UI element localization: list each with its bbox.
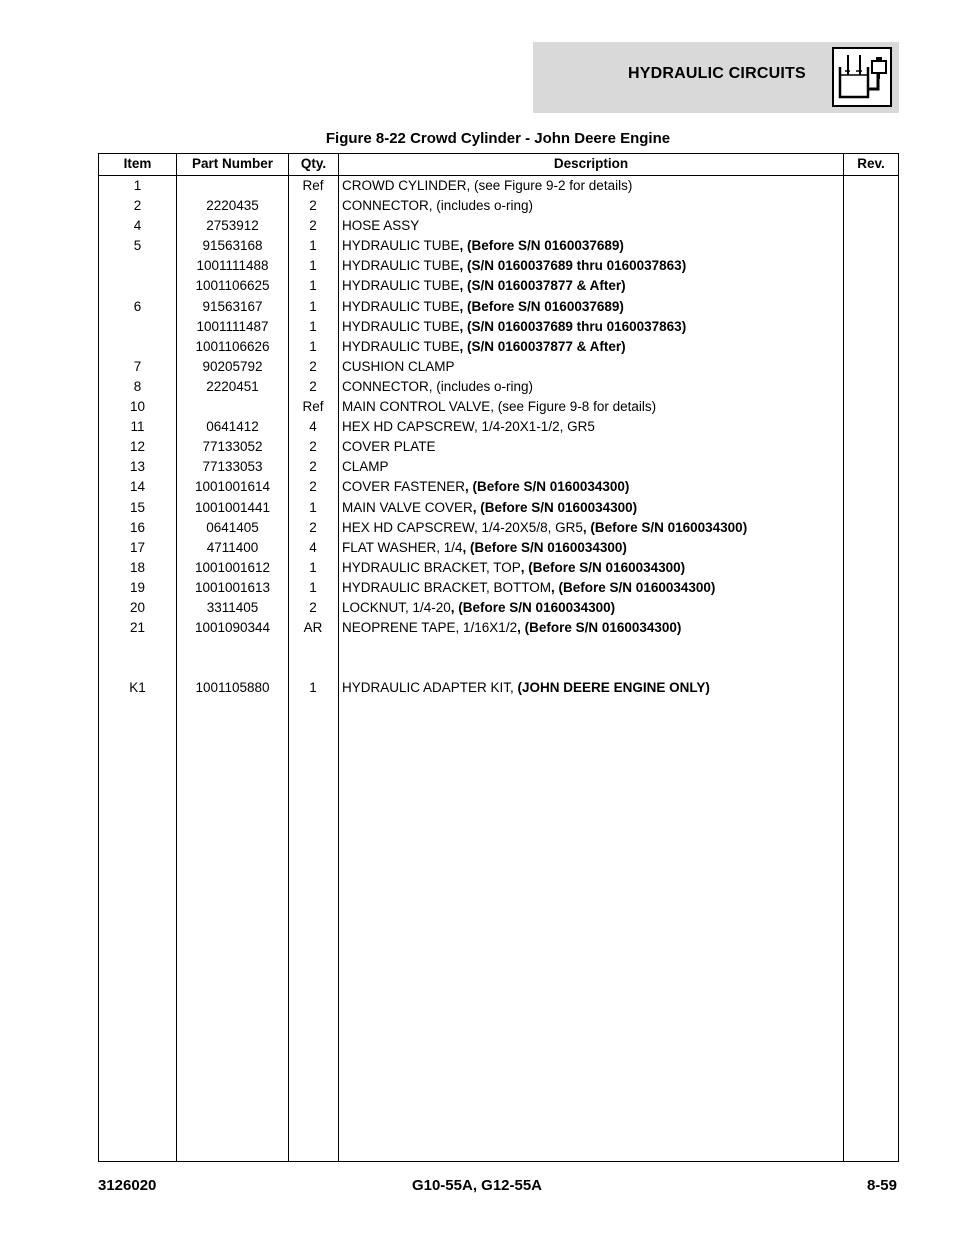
item-number: 15 xyxy=(129,499,146,515)
item-number: 14 xyxy=(129,479,146,495)
column-header-description: Description xyxy=(553,156,629,171)
description xyxy=(342,176,842,196)
description-serial-note: , (Before S/N 0160034300) xyxy=(551,579,716,595)
quantity: 1 xyxy=(309,499,317,515)
description-text: CLAMP xyxy=(342,459,389,475)
description-serial-note: (JOHN DEERE ENGINE ONLY) xyxy=(517,680,710,696)
quantity: 1 xyxy=(309,680,317,696)
description-serial-note: , (Before S/N 0160034300) xyxy=(465,479,630,495)
table-row xyxy=(99,337,898,357)
table-row xyxy=(99,297,898,317)
quantity: 2 xyxy=(309,439,317,455)
table-row xyxy=(99,176,898,196)
description-serial-note: , (Before S/N 0160034300) xyxy=(462,539,627,555)
quantity: 1 xyxy=(309,318,317,334)
part-number: 77133052 xyxy=(202,439,263,455)
row-spacer xyxy=(99,638,898,678)
part-number: 90205792 xyxy=(202,358,263,374)
description-serial-note: , (Before S/N 0160037689) xyxy=(459,298,624,314)
description-text: MAIN VALVE COVER xyxy=(342,499,473,515)
part-number: 1001105880 xyxy=(195,680,270,696)
quantity: 2 xyxy=(309,358,317,374)
item-number: 20 xyxy=(129,599,146,615)
table-row xyxy=(99,678,898,698)
description-text: HYDRAULIC TUBE xyxy=(342,278,460,294)
table-row xyxy=(99,518,898,538)
item-number: 18 xyxy=(129,559,146,575)
description-text: HYDRAULIC TUBE xyxy=(342,238,460,254)
quantity: 2 xyxy=(309,378,317,394)
description-text: COVER PLATE xyxy=(342,439,436,455)
description-serial-note: , (S/N 0160037877 & After) xyxy=(459,338,626,354)
description-text: HOSE ASSY xyxy=(342,218,420,234)
description-serial-note: , (Before S/N 0160034300) xyxy=(517,620,682,636)
column-header-qty: Qty. xyxy=(300,156,327,171)
part-number: 1001090344 xyxy=(194,620,271,636)
description xyxy=(342,678,842,698)
item-number: 13 xyxy=(129,459,146,475)
description xyxy=(342,196,842,216)
description-text: HYDRAULIC ADAPTER KIT, xyxy=(342,680,518,696)
table-row xyxy=(99,357,898,377)
quantity: 2 xyxy=(309,599,317,615)
table-row xyxy=(99,377,898,397)
figure-title: Figure 8-22 Crowd Cylinder - John Deere Engine xyxy=(325,130,671,147)
description xyxy=(342,498,842,518)
table-row xyxy=(99,598,898,618)
description xyxy=(342,297,842,317)
table-row xyxy=(99,236,898,256)
description-text: MAIN CONTROL VALVE, (see Figure 9-8 for details) xyxy=(342,399,657,415)
description xyxy=(342,618,842,638)
column-header-rev: Rev. xyxy=(857,156,885,171)
description xyxy=(342,337,842,357)
part-number: 77133053 xyxy=(202,459,263,475)
quantity: 1 xyxy=(309,298,317,314)
description-text: HYDRAULIC TUBE xyxy=(342,318,460,334)
description-serial-note: , (Before S/N 0160034300) xyxy=(520,559,686,575)
item-number: 19 xyxy=(129,579,146,595)
quantity: 1 xyxy=(309,238,317,254)
quantity: 2 xyxy=(309,519,317,535)
description-serial-note: , (Before S/N 0160034300) xyxy=(582,519,748,535)
part-number: 2753912 xyxy=(206,218,259,234)
quantity: 1 xyxy=(309,258,317,274)
description xyxy=(342,457,842,477)
description xyxy=(342,417,842,437)
part-number: 91563167 xyxy=(202,298,263,314)
quantity: 4 xyxy=(309,419,317,435)
part-number: 91563168 xyxy=(202,238,263,254)
page-number: 8-59 xyxy=(866,1177,897,1194)
item-number: 7 xyxy=(133,358,142,374)
item-number: 17 xyxy=(129,539,146,555)
table-row xyxy=(99,578,898,598)
part-number: 4711400 xyxy=(206,539,259,555)
description-text: CROWD CYLINDER, (see Figure 9-2 for details) xyxy=(342,178,633,193)
description xyxy=(342,397,842,417)
table-row xyxy=(99,558,898,578)
part-number: 1001106625 xyxy=(195,278,270,294)
item-number: 1 xyxy=(133,178,142,193)
part-number: 1001001613 xyxy=(194,579,271,595)
item-number: K1 xyxy=(129,680,146,696)
column-header-part-number: Part Number xyxy=(191,156,274,171)
part-number: 1001111487 xyxy=(196,318,269,334)
item-number: 12 xyxy=(129,439,146,455)
description-text: CONNECTOR, (includes o-ring) xyxy=(342,378,534,394)
section-title: HYDRAULIC CIRCUITS xyxy=(628,65,806,82)
table-row xyxy=(99,538,898,558)
description-text: COVER FASTENER xyxy=(342,479,466,495)
table-row xyxy=(99,256,898,276)
description-text: HEX HD CAPSCREW, 1/4-20X1-1/2, GR5 xyxy=(342,419,595,435)
quantity: 1 xyxy=(309,559,317,575)
description xyxy=(342,538,842,558)
description-text: CUSHION CLAMP xyxy=(342,358,455,374)
table-row xyxy=(99,457,898,477)
quantity: 2 xyxy=(309,459,317,475)
description xyxy=(342,357,842,377)
description-serial-note: , (S/N 0160037689 thru 0160037863) xyxy=(459,318,687,334)
item-number: 8 xyxy=(133,378,142,394)
part-number: 1001106626 xyxy=(195,338,270,354)
part-number: 3311405 xyxy=(206,599,259,615)
quantity: AR xyxy=(303,620,323,636)
table-row xyxy=(99,276,898,296)
description xyxy=(342,256,842,276)
quantity: 1 xyxy=(309,579,317,595)
description xyxy=(342,518,842,538)
table-row xyxy=(99,216,898,236)
quantity: 2 xyxy=(309,218,317,234)
table-body xyxy=(99,176,898,698)
description-serial-note: , (Before S/N 0160034300) xyxy=(450,599,616,615)
quantity: 2 xyxy=(309,198,317,214)
column-header-item: Item xyxy=(123,156,152,171)
item-number: 10 xyxy=(129,399,146,415)
hydraulic-circuit-icon xyxy=(832,47,892,107)
description xyxy=(342,437,842,457)
table-row xyxy=(99,397,898,417)
description-text: FLAT WASHER, 1/4 xyxy=(342,539,463,555)
description xyxy=(342,558,842,578)
quantity: 2 xyxy=(309,479,317,495)
description xyxy=(342,598,842,618)
part-number: 0641412 xyxy=(206,419,259,435)
quantity: Ref xyxy=(302,399,324,415)
description xyxy=(342,236,842,256)
part-number: 1001001614 xyxy=(194,479,271,495)
item-number: 6 xyxy=(133,298,142,314)
description-serial-note: , (S/N 0160037689 thru 0160037863) xyxy=(459,258,687,274)
table-row xyxy=(99,498,898,518)
table-row xyxy=(99,317,898,337)
table-row xyxy=(99,477,898,497)
description xyxy=(342,578,842,598)
document-number: 3126020 xyxy=(98,1177,157,1194)
description-text: HYDRAULIC BRACKET, TOP xyxy=(342,559,521,575)
description xyxy=(342,276,842,296)
description xyxy=(342,317,842,337)
description-text: HEX HD CAPSCREW, 1/4-20X5/8, GR5 xyxy=(342,519,583,535)
model-numbers: G10-55A, G12-55A xyxy=(411,1177,543,1194)
description-text: HYDRAULIC TUBE xyxy=(342,338,460,354)
item-number: 5 xyxy=(133,238,142,254)
part-number: 0641405 xyxy=(206,519,259,535)
item-number: 4 xyxy=(133,218,142,234)
description-text: HYDRAULIC TUBE xyxy=(342,258,460,274)
description xyxy=(342,477,842,497)
part-number: 2220435 xyxy=(206,198,259,214)
table-row xyxy=(99,618,898,638)
item-number: 16 xyxy=(129,519,146,535)
item-number: 21 xyxy=(129,620,146,636)
parts-table xyxy=(98,153,899,1162)
description-serial-note: , (S/N 0160037877 & After) xyxy=(459,278,626,294)
description-text: NEOPRENE TAPE, 1/16X1/2 xyxy=(342,620,518,636)
part-number: 2220451 xyxy=(206,378,259,394)
item-number: 2 xyxy=(133,198,142,214)
description-text: HYDRAULIC BRACKET, BOTTOM xyxy=(342,579,552,595)
description-serial-note: , (Before S/N 0160034300) xyxy=(472,499,638,515)
description-text: CONNECTOR, (includes o-ring) xyxy=(342,198,534,214)
table-row xyxy=(99,196,898,216)
part-number: 1001111488 xyxy=(196,258,269,274)
quantity: 1 xyxy=(309,338,317,354)
table-row xyxy=(99,437,898,457)
quantity: Ref xyxy=(302,178,324,193)
quantity: 1 xyxy=(309,278,317,294)
description-serial-note: , (Before S/N 0160037689) xyxy=(459,238,624,254)
part-number: 1001001612 xyxy=(194,559,271,575)
description-text: LOCKNUT, 1/4-20 xyxy=(342,599,451,615)
part-number: 1001001441 xyxy=(194,499,271,515)
description xyxy=(342,216,842,236)
description xyxy=(342,377,842,397)
item-number: 11 xyxy=(130,419,145,435)
description-text: HYDRAULIC TUBE xyxy=(342,298,460,314)
table-row xyxy=(99,417,898,437)
quantity: 4 xyxy=(309,539,317,555)
